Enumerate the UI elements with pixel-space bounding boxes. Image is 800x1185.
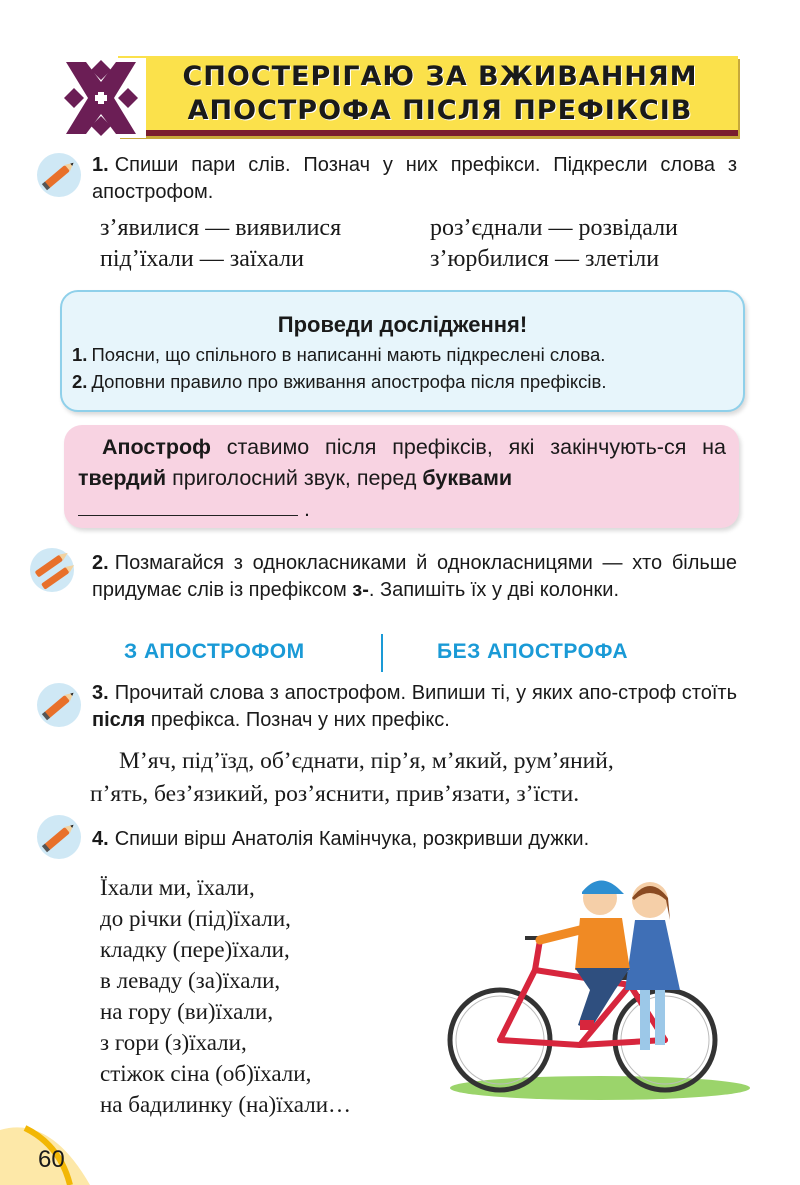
task-2-text-end: . Запишіть їх у дві колонки.: [368, 579, 619, 601]
research-item: [72, 343, 605, 367]
task-1-text: Спиши пари слів. Познач у них префікси. Підкресли слова з апострофом.: [92, 154, 737, 203]
research-item-text: Поясни, що спільного в написанні мають підкреслені слова.: [91, 344, 606, 365]
title-line-1: СПОСТЕРІГАЮ ЗА ВЖИВАННЯМ: [182, 61, 698, 92]
rule-text: [78, 432, 726, 525]
research-item-number: 1.: [72, 344, 88, 365]
prefix-z: з-: [352, 579, 369, 601]
word-pair: з’явилися — виявилися: [100, 215, 342, 241]
research-item: [72, 370, 606, 394]
task-3-text-end: префікса. Познач у них префікс.: [145, 709, 450, 731]
poem-line: з гори (з)їхали,: [100, 1030, 247, 1055]
task-4-number: 4.: [92, 828, 109, 850]
children-bicycle-illustration: [440, 860, 760, 1105]
task-2-instruction: [92, 550, 737, 604]
task-2-number: 2.: [92, 552, 109, 574]
words-line-2: п’ять, без’язикий, роз’яснити, прив’язати, з’їсти.: [90, 781, 580, 807]
column-divider: [381, 634, 383, 672]
poem-line: Їхали ми, їхали,: [100, 875, 255, 900]
words-line-1: М’яч, під’їзд, об’єднати, пір’я, м’який, рум’яний,: [119, 748, 614, 774]
poem-line: кладку (пере)їхали,: [100, 937, 290, 962]
column-with-apostrophe: З АПОСТРОФОМ: [124, 640, 305, 663]
rule-term-letters: буквами: [422, 466, 513, 490]
poem-line: до річки (під)їхали,: [100, 906, 291, 931]
task-3-instruction: [92, 680, 737, 734]
poem-line: на бадилинку (на)їхали…: [100, 1092, 352, 1117]
rule-text-part: ставимо після префіксів, які закінчують-ся на: [210, 435, 726, 459]
task-3-number: 3.: [92, 682, 109, 704]
two-pencils-icon: [28, 545, 84, 595]
task-4-instruction: [92, 826, 737, 853]
word-after: після: [92, 709, 146, 731]
embroidery-ornament-icon: [46, 52, 156, 144]
task-2-text: Позмагайся з однокласниками й однокласницями — хто більше придумає слів із префіксом: [92, 552, 737, 601]
title-line-2: АПОСТРОФА ПІСЛЯ ПРЕФІКСІВ: [187, 95, 693, 126]
task-1-instruction: [92, 152, 737, 206]
pencil-icon: [34, 150, 84, 200]
poem-line: стіжок сіна (об)їхали,: [100, 1061, 312, 1086]
poem-line: на гору (ви)їхали,: [100, 999, 274, 1024]
column-without-apostrophe: БЕЗ АПОСТРОФА: [437, 640, 629, 663]
research-title: Проведи дослідження!: [277, 312, 528, 337]
page-title: [150, 60, 730, 128]
word-pair: роз’єднали — розвідали: [430, 215, 678, 241]
rule-text-end: .: [298, 497, 310, 521]
research-item-text: Доповни правило про вживання апострофа після префіксів.: [91, 371, 607, 392]
pencil-icon: [34, 680, 84, 730]
rule-term-apostrophe: Апостроф: [102, 435, 211, 459]
word-pair: з’юрбилися — злетіли: [430, 246, 660, 272]
word-pair: під’їхали — заїхали: [100, 246, 304, 272]
poem-line: в леваду (за)їхали,: [100, 968, 281, 993]
task-1-number: 1.: [92, 154, 109, 176]
research-item-number: 2.: [72, 371, 88, 392]
pencil-icon: [34, 812, 84, 862]
fill-in-blank[interactable]: [78, 496, 298, 516]
rule-term-hard: твердий: [78, 466, 167, 490]
task-4-text: Спиши вірш Анатолія Камінчука, розкривши дужки.: [114, 828, 590, 850]
task-3-text: Прочитай слова з апострофом. Випиши ті, у яких апо-строф стоїть: [114, 682, 737, 704]
rule-text-part: приголосний звук, перед: [166, 466, 423, 490]
page-number: 60: [38, 1146, 65, 1173]
